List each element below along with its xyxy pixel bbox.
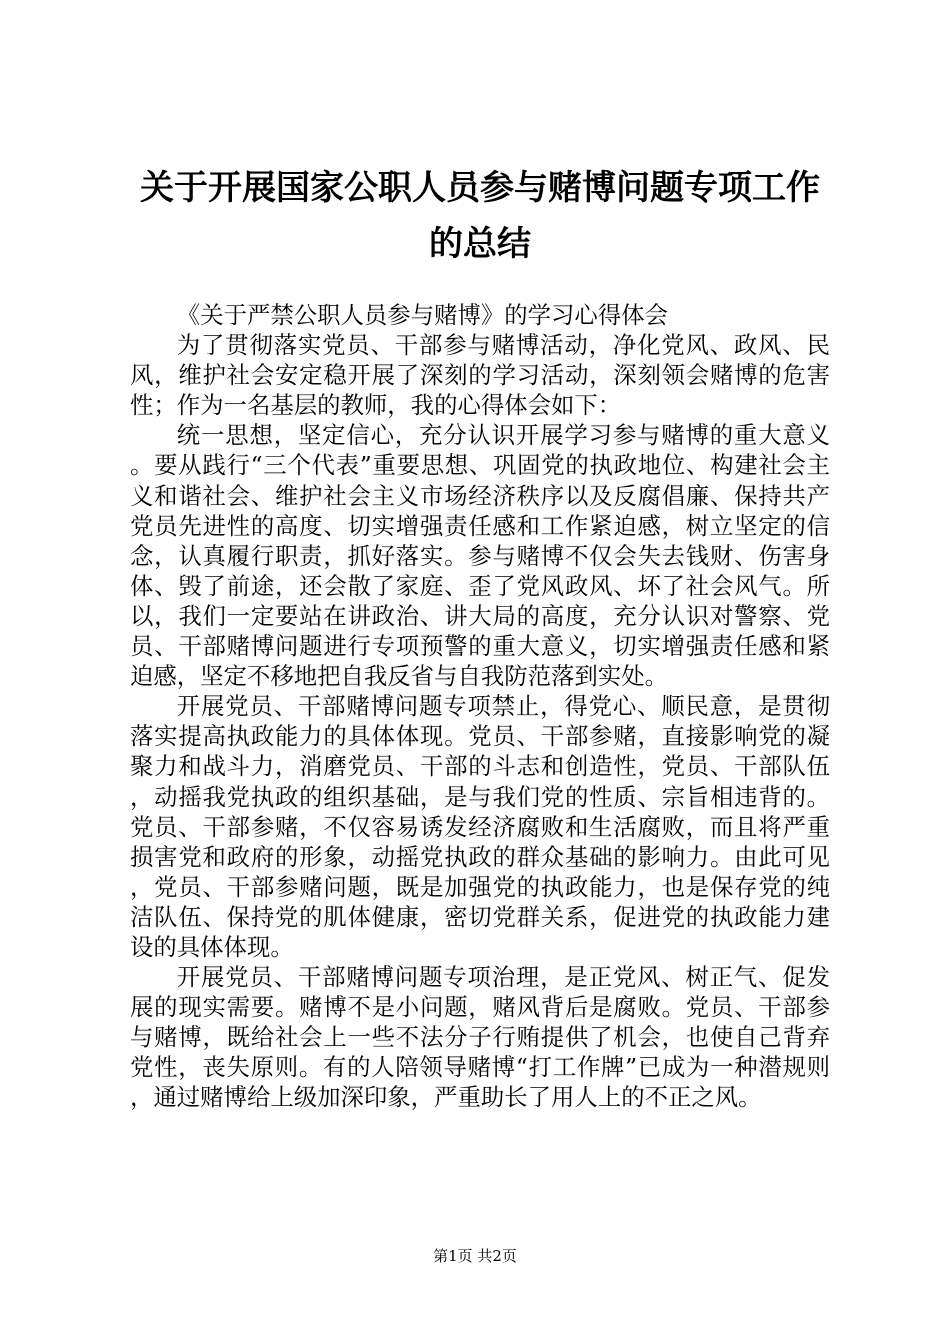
paragraph-special-ban: 开展党员、干部赌博问题专项禁止，得党心、顺民意，是贯彻落实提高执政能力的具体体现。党员、干部参赌，直接影响党的凝聚力和战斗力，消磨党员、干部的斗志和创造性，党员、干部队伍，动摇我党执政的组织基础，是与我们党的性质、宗旨相违背的。党员、干部参赌，不仅容易诱发经济腐败和生活腐败，而且将严重损害党和政府的形象，动摇党执政的群众基础的影响力。由此可见，党员、干部参赌问题，既是加强党的执政能力，也是保存党的纯洁队伍、保持党的肌体健康，密切党群关系，促进党的执政能力建设的具体体现。	[130, 692, 830, 961]
paragraph-intro: 为了贯彻落实党员、干部参与赌博活动，净化党风、政风、民风，维护社会安定稳开展了深刻的学习活动，深刻领会赌博的危害性；作为一名基层的教师，我的心得体会如下：	[130, 331, 830, 420]
paragraph-special-governance: 开展党员、干部赌博问题专项治理，是正党风、树正气、促发展的现实需要。赌博不是小问题，赌风背后是腐败。党员、干部参与赌博，既给社会上一些不法分子行贿提供了机会，也使自己背弃党性，丧失原则。有的人陪领导赌博“打工作牌”已成为一种潜规则，通过赌博给上级加深印象，严重助长了用人上的不正之风。	[130, 963, 830, 1112]
document-title-line-2: 的总结	[429, 224, 531, 264]
paragraph-unify-thought: 统一思想，坚定信心，充分认识开展学习参与赌博的重大意义。要从践行“三个代表”重要思想、巩固党的执政地位、构建社会主义和谐社会、维护社会主义市场经济秩序以及反腐倡廉、保持共产党员先进性的高度、切实增强责任感和工作紧迫感，树立坚定的信念，认真履行职责，抓好落实。参与赌博不仅会失去钱财、伤害身体、毁了前途，还会散了家庭、歪了党风政风、坏了社会风气。所以，我们一定要站在讲政治、讲大局的高度，充分认识对警察、党员、干部赌博问题进行专项预警的重大意义，切实增强责任感和紧迫感，坚定不移地把自我反省与自我防范落到实处。	[130, 421, 830, 691]
document-body	[130, 300, 830, 1113]
document-title-line-1: 关于开展国家公职人员参与赌博问题专项工作	[140, 168, 820, 208]
page-footer: 第1页 共2页	[433, 1247, 517, 1265]
paragraph-subtitle: 《关于严禁公职人员参与赌博》的学习心得体会	[176, 301, 668, 329]
